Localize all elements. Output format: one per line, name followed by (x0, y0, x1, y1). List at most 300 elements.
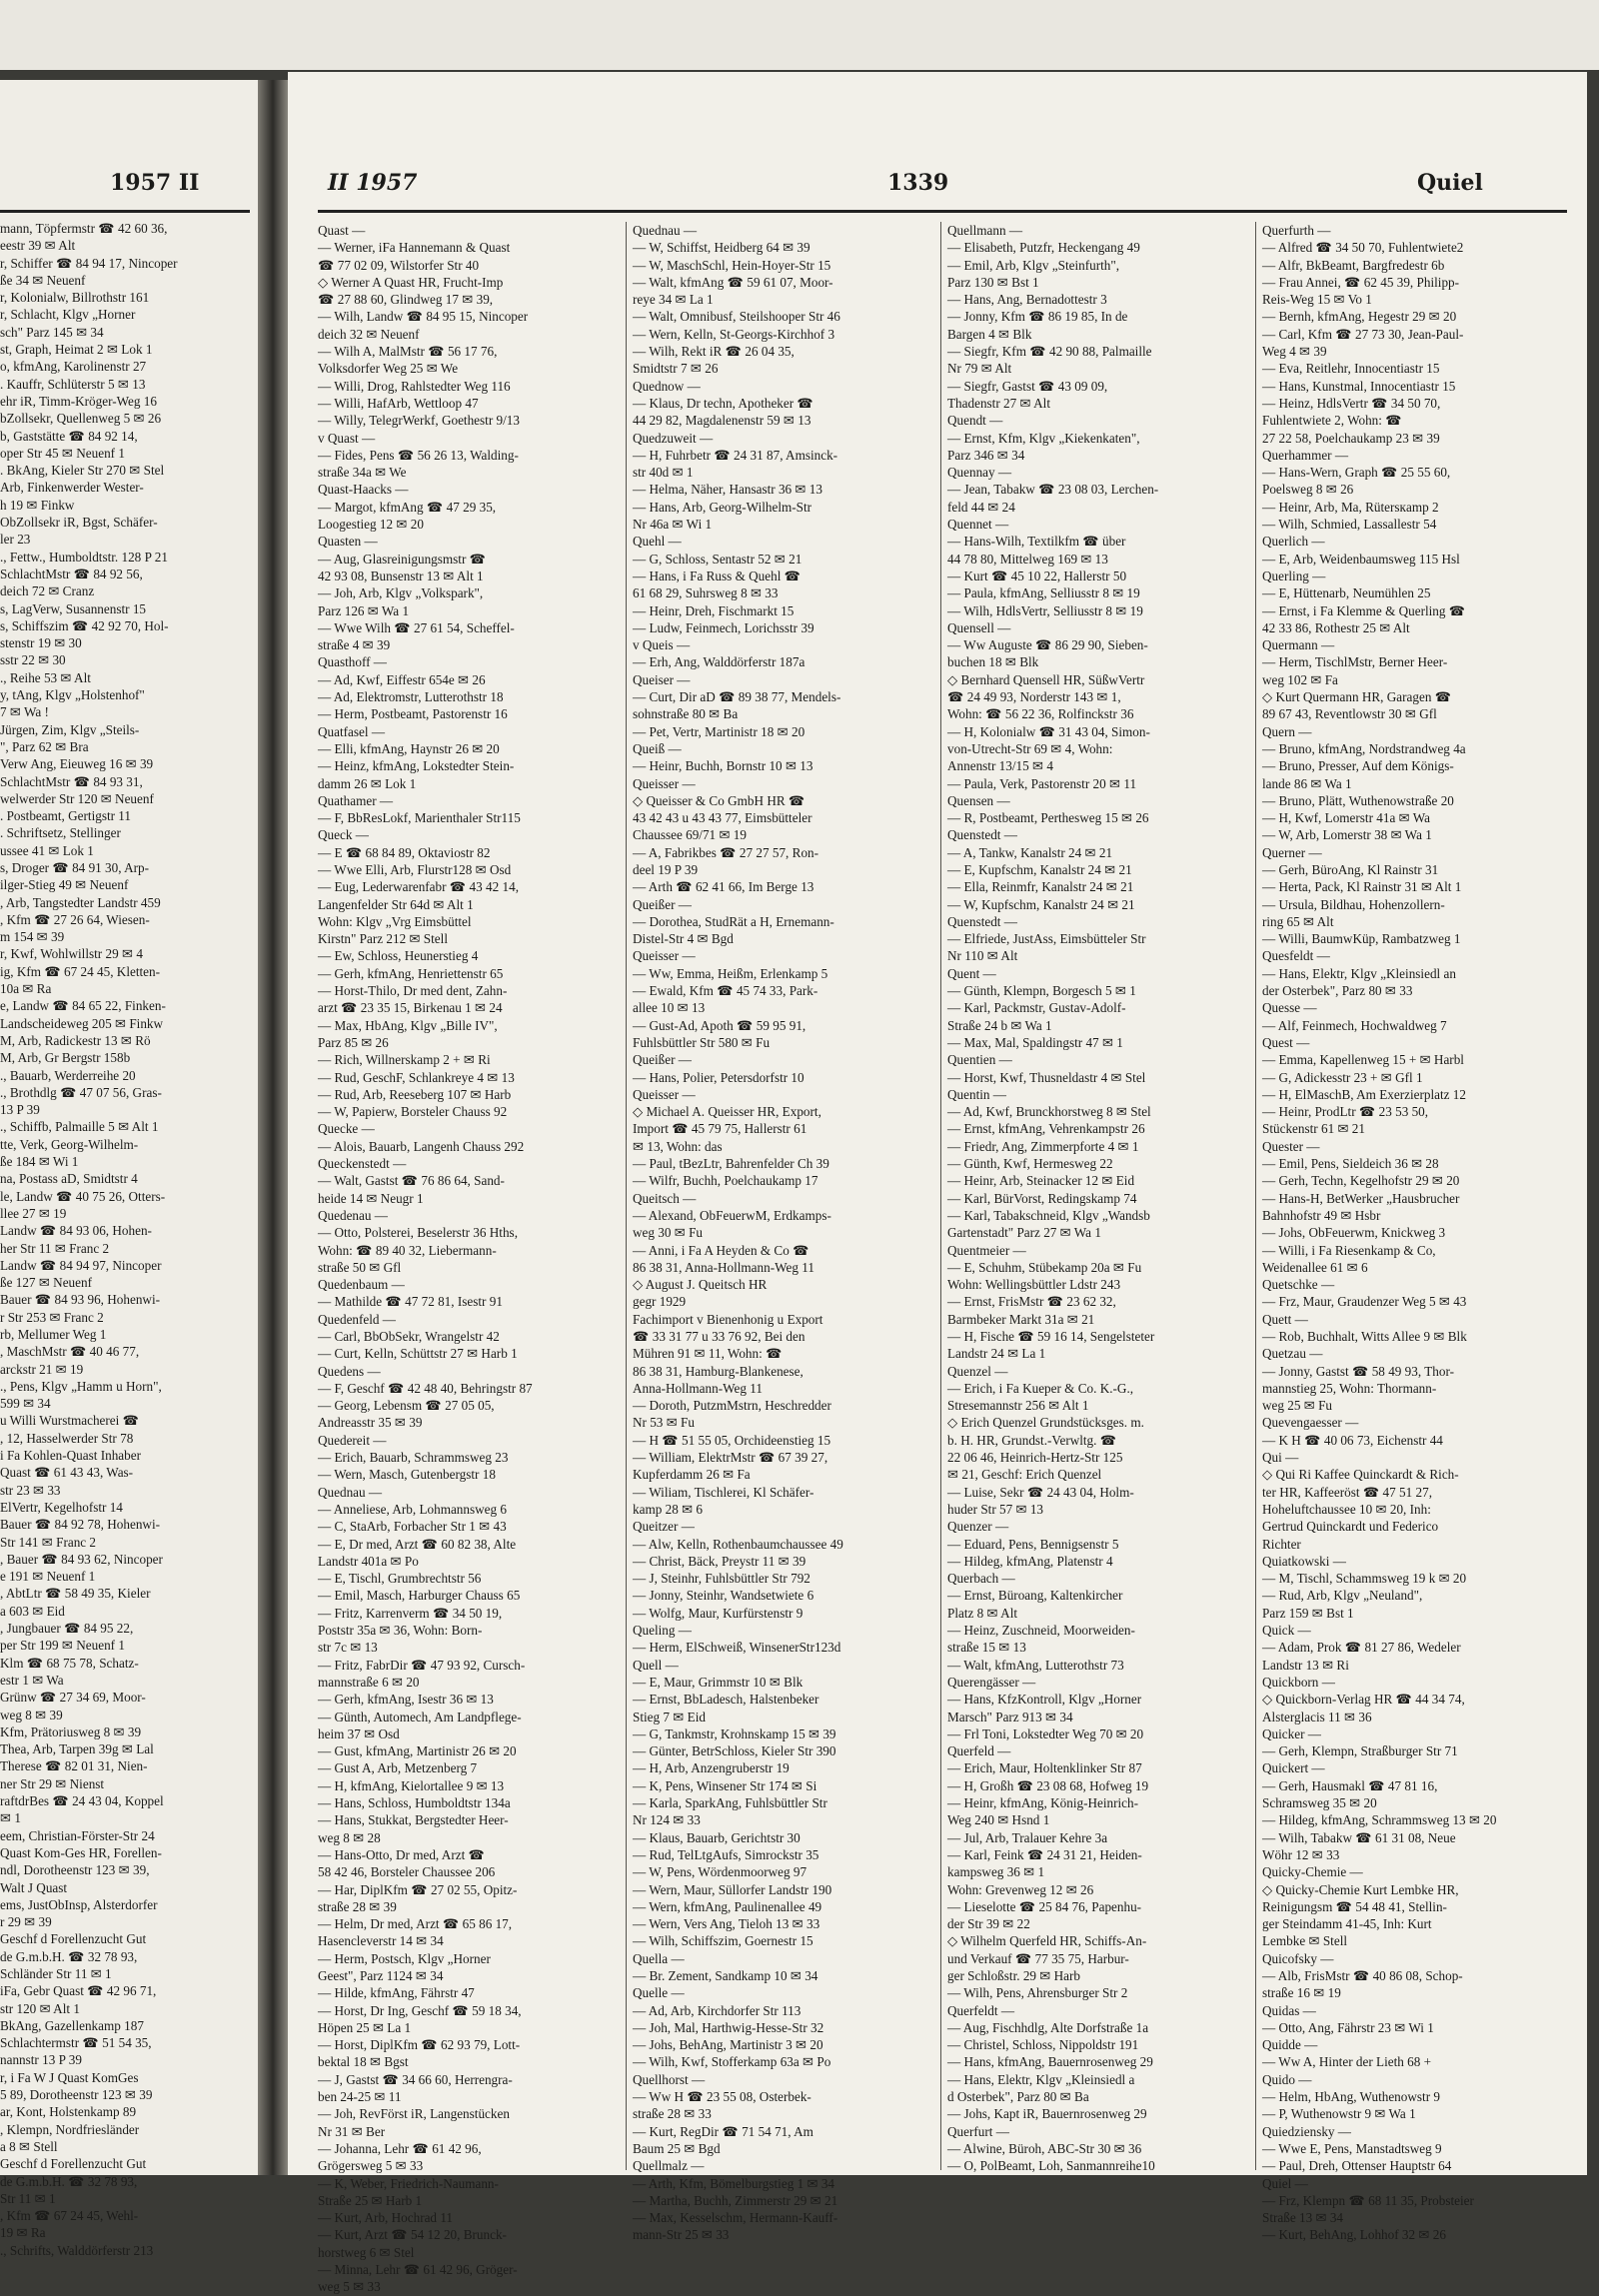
directory-entry-line: Queisser — (633, 948, 696, 964)
left-entry-line: llee 27 ✉ 19 (0, 1205, 67, 1221)
left-entry-line: o, kfmAng, Karolinenstr 27 (0, 359, 147, 375)
directory-entry-line: Querfurth — (1262, 223, 1331, 238)
directory-entry-line: — Hans, Schloss, Humboldtstr 134a (318, 1795, 511, 1811)
directory-entry-line: Quensen — (947, 792, 1010, 808)
scan-background (0, 0, 1599, 70)
left-entry-line: s, Schiffszim ☎ 42 92 70, Hol- (0, 617, 169, 633)
directory-entry-line: Baum 25 ✉ Bgd (633, 2140, 721, 2156)
directory-entry-line: — Adam, Prok ☎ 81 27 86, Wedeler (1262, 1640, 1461, 1656)
directory-entry-line: Nr 31 ✉ Ber (318, 2123, 386, 2139)
directory-entry-line: Quetschke — (1262, 1277, 1335, 1293)
directory-entry-line: — Erich, Bauarb, Schrammsweg 23 (318, 1450, 509, 1466)
left-page (0, 80, 260, 2258)
directory-entry-line: 22 06 46, Heinrich-Hertz-Str 125 (947, 1450, 1123, 1466)
left-entry-line: m 154 ✉ 39 (0, 929, 65, 945)
directory-entry-line: — Frz, Klempn ☎ 68 11 35, Probsteier (1262, 2192, 1474, 2208)
directory-entry-line: — Hans, Arb, Georg-Wilhelm-Str (633, 499, 812, 515)
directory-entry-line: Querfurt — (947, 2123, 1009, 2139)
directory-entry-line: Distel-Str 4 ✉ Bgd (633, 931, 734, 947)
directory-entry-line: Queißer — (633, 1052, 692, 1068)
directory-entry-line: 44 78 80, Mittelweg 169 ✉ 13 (947, 551, 1108, 567)
directory-entry-line: ger Schloßstr. 29 ✉ Harb (947, 1967, 1081, 1983)
directory-entry-line: ring 65 ✉ Alt (1262, 913, 1334, 929)
directory-entry-line: — Ernst, FrisMstr ☎ 23 62 32, (947, 1294, 1116, 1310)
directory-entry-line: — Alb, FrisMstr ☎ 40 86 08, Schop- (1262, 1967, 1463, 1983)
left-entry-line: Schländer Str 11 ✉ 1 (0, 1965, 112, 1981)
directory-entry-line: Smidtstr 7 ✉ 26 (633, 361, 719, 377)
directory-entry-line: Quelle — (633, 1985, 685, 2001)
directory-entry-line: — E, Schuhm, Stübekamp 20a ✉ Fu (947, 1259, 1142, 1275)
directory-entry-line: — H, Fuhrbetr ☎ 24 31 87, Amsinck- (633, 447, 838, 463)
directory-entry-line: — Rob, Buchhalt, Witts Allee 9 ✉ Blk (1262, 1329, 1467, 1344)
directory-entry-line: Quellhorst — (633, 2071, 706, 2087)
left-entry-line: r, Kwf, Wohlwillstr 29 ✉ 4 (0, 946, 143, 962)
directory-entry-line: ☎ 27 88 60, Glindweg 17 ✉ 39, (318, 292, 494, 308)
directory-entry-line: — Klaus, Bauarb, Gerichtstr 30 (633, 1829, 800, 1845)
left-entry-line: r, i Fa W J Quast KomGes (0, 2069, 139, 2085)
directory-entry-line: — Emil, Arb, Klgv „Steinfurth", (947, 257, 1120, 273)
directory-entry-line: Reis-Weg 15 ✉ Vo 1 (1262, 292, 1372, 308)
directory-entry-line: — Curt, Kelln, Schüttstr 27 ✉ Harb 1 (318, 1346, 518, 1362)
directory-entry-line: — Elli, kfmAng, Haynstr 26 ✉ 20 (318, 740, 500, 756)
directory-column-3 (947, 222, 1247, 2174)
page-header (288, 170, 1587, 210)
directory-entry-line: — Joh, RevFörst iR, Langenstücken (318, 2106, 510, 2122)
directory-entry-line: Chaussee 69/71 ✉ 19 (633, 827, 747, 843)
directory-entry-line: Queisser — (633, 775, 696, 791)
directory-entry-line: — Heinz, Zuschneid, Moorweiden- (947, 1623, 1135, 1639)
directory-entry-line: — Wern, Masch, Gutenbergstr 18 (318, 1467, 496, 1483)
directory-entry-line: — R, Postbeamt, Perthesweg 15 ✉ 26 (947, 810, 1149, 826)
directory-entry-line: Quicky-Chemie — (1262, 1864, 1363, 1880)
directory-entry-line: Richter (1262, 1536, 1301, 1552)
directory-entry-line: — Karl, Feink ☎ 24 31 21, Heiden- (947, 1846, 1142, 1862)
directory-entry-line: Quicker — (1262, 1725, 1321, 1741)
directory-entry-line: str 40d ✉ 1 (633, 465, 694, 481)
directory-entry-line: — Hilde, kfmAng, Fährstr 47 (318, 1985, 475, 2001)
directory-entry-line: 86 38 31, Hamburg-Blankenese, (633, 1363, 803, 1379)
directory-columns (318, 222, 1567, 2295)
left-entry-line: 10a ✉ Ra (0, 981, 52, 997)
directory-entry-line: — Werner, iFa Hannemann & Quast (318, 240, 511, 256)
directory-entry-line: — Herm, ElSchweiß, WinsenerStr123d (633, 1640, 841, 1656)
directory-entry-line: — Johs, ObFeuerwm, Knickweg 3 (1262, 1225, 1446, 1241)
directory-entry-line: — Wilh, Landw ☎ 84 95 15, Nincoper (318, 309, 529, 325)
directory-entry-line: — Fritz, Karrenverm ☎ 34 50 19, (318, 1605, 503, 1621)
left-entry-line: str 120 ✉ Alt 1 (0, 2000, 80, 2016)
directory-entry-line: Quasten — (318, 534, 378, 550)
left-entry-line: 7 ✉ Wa ! (0, 704, 49, 720)
left-entry-line: M, Arb, Radickestr 13 ✉ Rö (0, 1032, 151, 1048)
header-rule (318, 210, 1567, 213)
left-entry-line: . BkAng, Kieler Str 270 ✉ Stel (0, 463, 165, 479)
directory-entry-line: Quenstedt — (947, 913, 1017, 929)
directory-entry-line: — Fritz, FabrDir ☎ 47 93 92, Cursch- (318, 1657, 526, 1673)
directory-entry-line: weg 25 ✉ Fu (1262, 1398, 1333, 1414)
directory-entry-line: ◇ Werner A Quast HR, Frucht-Imp (318, 274, 504, 290)
directory-entry-line: weg 102 ✉ Fa (1262, 671, 1338, 687)
directory-entry-line: 42 33 86, Rothestr 25 ✉ Alt (1262, 619, 1410, 635)
directory-entry-line: straße 16 ✉ 19 (1262, 1985, 1341, 2001)
directory-entry-line: 42 93 08, Bunsenstr 13 ✉ Alt 1 (318, 568, 484, 583)
left-entry-line: oper Str 45 ✉ Neuenf 1 (0, 445, 125, 461)
directory-entry-line: — Ad, Kwf, Brunckhorstweg 8 ✉ Stel (947, 1104, 1151, 1120)
directory-entry-line: Queißer — (633, 896, 692, 912)
directory-entry-line: Querfeldt — (947, 2002, 1015, 2018)
directory-entry-line: Quathamer — (318, 792, 394, 808)
directory-entry-line: Marsch" Parz 913 ✉ 34 (947, 1709, 1073, 1724)
left-entry-line: ems, JustObInsp, Alsterdorfer (0, 1896, 158, 1912)
directory-entry-line: — Ernst, kfmAng, Vehrenkampstr 26 (947, 1121, 1145, 1137)
directory-entry-line: Quern — (1262, 723, 1312, 739)
directory-entry-line: ◇ Queisser & Co GmbH HR ☎ (633, 792, 805, 808)
directory-entry-line: — Heinr, Arb, Ma, Rütersкamp 2 (1262, 499, 1439, 515)
directory-entry-line: Mühren 91 ✉ 11, Wohn: ☎ (633, 1346, 783, 1362)
directory-entry-line: ◇ Michael A. Queisser HR, Export, (633, 1104, 821, 1120)
directory-entry-line: Straße 24 b ✉ Wa 1 (947, 1017, 1052, 1033)
directory-entry-line: — Fides, Pens ☎ 56 26 13, Walding- (318, 447, 519, 463)
left-entry-line: welwerder Str 120 ✉ Neuenf (0, 790, 154, 806)
directory-entry-line: — Alw, Kelln, Rothenbaumchaussee 49 (633, 1536, 843, 1552)
directory-entry-line: Quidde — (1262, 2037, 1318, 2053)
directory-entry-line: — Rich, Willnerskamp 2 + ✉ Ri (318, 1052, 491, 1068)
directory-entry-line: weg 8 ✉ 28 (318, 1829, 381, 1845)
directory-entry-line: Barmbeker Markt 31a ✉ 21 (947, 1311, 1095, 1327)
directory-entry-line: — Alwine, Büroh, ABC-Str 30 ✉ 36 (947, 2140, 1142, 2156)
directory-entry-line: ger Steindamm 41-45, Inh: Kurt (1262, 1916, 1432, 1932)
directory-entry-line: Hasencleverstr 14 ✉ 34 (318, 1933, 444, 1949)
left-entry-line: M, Arb, Gr Bergstr 158b (0, 1050, 131, 1066)
directory-entry-line: — Paula, Verk, Pastorenstr 20 ✉ 11 (947, 775, 1137, 791)
directory-entry-line: — Anni, i Fa A Heyden & Co ☎ (633, 1242, 809, 1258)
directory-entry-line: Annenstr 13/15 ✉ 4 (947, 758, 1053, 774)
directory-entry-line: — Hans, Elektr, Klgv „Kleinsiedl an (1262, 965, 1456, 981)
directory-entry-line: — Heinr, Arb, Steinacker 12 ✉ Eid (947, 1173, 1135, 1189)
directory-entry-line: 61 68 29, Suhrsweg 8 ✉ 33 (633, 585, 779, 601)
directory-entry-line: — M, Tischl, Schammsweg 19 k ✉ 20 (1262, 1571, 1467, 1587)
directory-entry-line: — Siegfr, Kfm ☎ 42 90 88, Palmaille (947, 344, 1152, 360)
directory-entry-line: — J, Steinhr, Fuhlsbüttler Str 792 (633, 1571, 810, 1587)
directory-entry-line: Langenfelder Str 64d ✉ Alt 1 (318, 896, 474, 912)
directory-entry-line: Landstr 401a ✉ Po (318, 1553, 419, 1569)
directory-entry-line: ◇ Wilhelm Querfeld HR, Schiffs-An- (947, 1933, 1147, 1949)
directory-entry-line: ☎ 77 02 09, Wilstorfer Str 40 (318, 257, 480, 273)
directory-entry-line: kampsweg 36 ✉ 1 (947, 1864, 1045, 1880)
directory-entry-line: Straße 25 ✉ Harb 1 (318, 2192, 423, 2208)
directory-entry-line: — Helma, Näher, Hansastr 36 ✉ 13 (633, 482, 822, 498)
directory-entry-line: — K, Pens, Winsener Str 174 ✉ Si (633, 1777, 817, 1793)
left-entry-line: Therese ☎ 82 01 31, Nien- (0, 1758, 148, 1774)
directory-entry-line: — Wern, Kelln, St-Georgs-Kirchhof 3 (633, 326, 835, 342)
directory-entry-line: Nr 110 ✉ Alt (947, 948, 1018, 964)
directory-entry-line: — Willi, BaumwKüp, Rambatzweg 1 (1262, 931, 1461, 947)
directory-entry-line: — Hans, i Fa Russ & Quehl ☎ (633, 568, 801, 583)
directory-entry-line: feld 44 ✉ 24 (947, 499, 1015, 515)
directory-entry-line: deich 32 ✉ Neuenf (318, 326, 420, 342)
directory-entry-line: v Queis — (633, 637, 691, 653)
directory-entry-line: Quetzau — (1262, 1346, 1323, 1362)
directory-entry-line: — H, Fische ☎ 59 16 14, Sengelsteter (947, 1329, 1155, 1344)
directory-entry-line: bektal 18 ✉ Bgst (318, 2054, 409, 2070)
directory-entry-line: Loogestieg 12 ✉ 20 (318, 517, 424, 533)
directory-entry-line: Parz 159 ✉ Bst 1 (1262, 1605, 1354, 1621)
directory-entry-line: straße 15 ✉ 13 (947, 1640, 1026, 1656)
directory-entry-line: — C, StaArb, Forbacher Str 1 ✉ 43 (318, 1519, 507, 1535)
directory-entry-line: — Doroth, PutzmMstrn, Heschredder (633, 1398, 831, 1414)
directory-entry-line: — H ☎ 51 55 05, Orchideenstieg 15 (633, 1432, 831, 1448)
left-entry-line: u Willi Wurstmacherei ☎ (0, 1413, 140, 1429)
left-entry-line: , 12, Hasselwerder Str 78 (0, 1430, 134, 1446)
left-entry-line: a 603 ✉ Eid (0, 1603, 65, 1619)
directory-entry-line: — Ernst, i Fa Klemme & Querling ☎ (1262, 602, 1466, 618)
directory-entry-line: 89 67 43, Reventlowstr 30 ✉ Gfl (1262, 706, 1437, 722)
directory-entry-line: — Karl, BürVorst, Redingskamp 74 (947, 1190, 1137, 1206)
left-entry-line: 19 ✉ Ra (0, 2225, 46, 2241)
left-entry-line: ", Parz 62 ✉ Bra (0, 738, 89, 754)
directory-entry-line: — Ww Auguste ☎ 86 29 90, Sieben- (947, 637, 1148, 653)
directory-entry-line: Querhammer — (1262, 447, 1349, 463)
directory-entry-line: Quehl — (633, 534, 682, 550)
directory-entry-line: Stresemannstr 256 ✉ Alt 1 (947, 1398, 1089, 1414)
directory-entry-line: — Wilh, Pens, Ahrensburger Str 2 (947, 1985, 1128, 2001)
directory-entry-line: Wöhr 12 ✉ 33 (1262, 1846, 1340, 1862)
directory-entry-line: Bahnhofstr 49 ✉ Hsbr (1262, 1207, 1381, 1223)
directory-entry-line: — Jean, Tabakw ☎ 23 08 03, Lerchen- (947, 482, 1159, 498)
directory-entry-line: ◇ Quickborn-Verlag HR ☎ 44 34 74, (1262, 1692, 1465, 1708)
directory-entry-line: — Lieselotte ☎ 25 84 76, Papenhu- (947, 1898, 1142, 1914)
directory-entry-line: — Wilh, HdlsVertr, Selliusstr 8 ✉ 19 (947, 602, 1143, 618)
directory-entry-line: — A, Fabrikbes ☎ 27 27 57, Ron- (633, 844, 819, 860)
directory-entry-line: — Gust-Ad, Apoth ☎ 59 95 91, (633, 1017, 806, 1033)
directory-entry-line: 86 38 31, Anna-Hollmann-Weg 11 (633, 1259, 814, 1275)
directory-entry-line: mann-Str 25 ✉ 33 (633, 2227, 730, 2243)
directory-entry-line: — Rud, Arb, Klgv „Neuland", (1262, 1588, 1423, 1604)
directory-entry-line: Quednau — (318, 1484, 383, 1500)
directory-entry-line: — Wiliam, Tischlerei, Kl Schäfer- (633, 1484, 814, 1500)
directory-entry-line: — H, kfmAng, Kielortallee 9 ✉ 13 (318, 1777, 505, 1793)
directory-entry-line: — Hans, KfzKontroll, Klgv „Horner (947, 1692, 1142, 1708)
directory-entry-line: — Curt, Dir aD ☎ 89 38 77, Mendels- (633, 689, 841, 705)
directory-entry-line: — E, Hüttenarb, Neumühlen 25 (1262, 585, 1431, 601)
left-entry-line: e 191 ✉ Neuenf 1 (0, 1569, 96, 1585)
left-entry-line: 13 P 39 (0, 1102, 40, 1118)
directory-entry-line: — Gerh, Hausmakl ☎ 47 81 16, (1262, 1777, 1438, 1793)
directory-entry-line: — Rud, Arb, Reeseberg 107 ✉ Harb (318, 1086, 512, 1102)
directory-entry-line: Quedenbaum — (318, 1277, 405, 1293)
directory-entry-line: — Gust A, Arb, Metzenberg 7 (318, 1760, 478, 1776)
directory-entry-line: — Ew, Schloss, Heunerstieg 4 (318, 948, 479, 964)
directory-entry-line: — Aug, Fischhdlg, Alte Dorfstraße 1a (947, 2019, 1149, 2035)
directory-entry-line: — Ernst, Kfm, Klgv „Kiekenkaten", (947, 430, 1140, 446)
directory-entry-line: — Wilh, Tabakw ☎ 61 31 08, Neue (1262, 1829, 1456, 1845)
directory-entry-line: — Arth ☎ 62 41 66, Im Berge 13 (633, 879, 814, 895)
directory-entry-line: — K H ☎ 40 06 73, Eichenstr 44 (1262, 1432, 1443, 1448)
left-entry-line: , Bauer ☎ 84 93 62, Nincoper (0, 1551, 163, 1567)
left-entry-line: eem, Christian-Förster-Str 24 (0, 1827, 155, 1843)
left-entry-line: arckstr 21 ✉ 19 (0, 1361, 84, 1377)
directory-entry-line: Reinigungsm ☎ 54 48 41, Stellin- (1262, 1898, 1447, 1914)
directory-entry-line: Quedenfeld — (318, 1311, 396, 1327)
directory-entry-line: — Günth, Kwf, Hermesweg 22 (947, 1156, 1113, 1172)
directory-entry-line: Quasthoff — (318, 654, 387, 670)
left-entry-line: Thea, Arb, Tarpen 39g ✉ Lal (0, 1741, 154, 1757)
left-entry-line: ., Brothdlg ☎ 47 07 56, Gras- (0, 1084, 162, 1100)
directory-entry-line: — Rud, GeschF, Schlankreye 4 ✉ 13 (318, 1069, 515, 1085)
directory-entry-line: — Johanna, Lehr ☎ 61 42 96, (318, 2140, 482, 2156)
directory-entry-line: Weg 4 ✉ 39 (1262, 344, 1327, 360)
directory-entry-line: Weg 240 ✉ Hsnd 1 (947, 1812, 1050, 1828)
left-entry-line: Landw ☎ 84 93 06, Hohen- (0, 1223, 152, 1239)
directory-entry-line: — W, Arb, Lomerstr 38 ✉ Wa 1 (1262, 827, 1432, 843)
directory-entry-line: heide 14 ✉ Neugr 1 (318, 1190, 424, 1206)
directory-entry-line: Fuhlsbüttler Str 580 ✉ Fu (633, 1034, 771, 1050)
directory-entry-line: — Kurt, Arzt ☎ 54 12 20, Brunck- (318, 2227, 507, 2243)
directory-entry-line: — Joh, Mal, Harthwig-Hesse-Str 32 (633, 2019, 824, 2035)
directory-entry-line: deel 19 P 39 (633, 861, 699, 877)
directory-entry-line: — Ad, Arb, Kirchdorfer Str 113 (633, 2002, 801, 2018)
directory-entry-line: — Willi, i Fa Riesenkamp & Co, (1262, 1242, 1436, 1258)
directory-entry-line: und Verkauf ☎ 77 35 75, Harbur- (947, 1950, 1129, 1966)
directory-entry-line: — G, Adickesstr 23 + ✉ Gfl 1 (1262, 1069, 1423, 1085)
directory-entry-line: — Carl, BbObSekr, Wrangelstr 42 (318, 1329, 500, 1344)
left-entry-line: Quast Kom-Ges HR, Forellen- (0, 1844, 162, 1860)
directory-entry-line: straße 28 ✉ 33 (633, 2106, 712, 2122)
directory-entry-line: Quednau — (633, 223, 698, 238)
directory-entry-line: — Hans, Elektr, Klgv „Kleinsiedl a (947, 2071, 1135, 2087)
directory-entry-line: Quenzel — (947, 1363, 1008, 1379)
left-entry-line: Str 11 ✉ 1 (0, 2190, 56, 2206)
directory-entry-line: 58 42 46, Borsteler Chaussee 206 (318, 1864, 496, 1880)
directory-entry-line: ◇ Kurt Quermann HR, Garagen ☎ (1262, 689, 1452, 705)
directory-entry-line: — Dorothea, StudRät a H, Ernemann- (633, 913, 834, 929)
directory-entry-line: Quiatkowski — (1262, 1553, 1346, 1569)
directory-entry-line: — Wilfr, Buchh, Poelchaukamp 17 (633, 1173, 818, 1189)
directory-entry-line: Nr 53 ✉ Fu (633, 1415, 695, 1431)
directory-entry-line: buchen 18 ✉ Blk (947, 654, 1039, 670)
left-entry-line: ler 23 (0, 532, 31, 548)
left-entry-line: ., Bauarb, Werderreihe 20 (0, 1067, 136, 1083)
left-entry-line: , Klempn, Nordfriesländer (0, 2121, 140, 2137)
directory-entry-line: — Gerh, Klempn, Straßburger Str 71 (1262, 1743, 1458, 1759)
directory-entry-line: — Wwe E, Pens, Manstadtsweg 9 (1262, 2140, 1442, 2156)
directory-entry-line: Wohn: ☎ 56 22 36, Rolfinckstr 36 (947, 706, 1134, 722)
directory-entry-line: — G, Schloss, Sentastr 52 ✉ 21 (633, 551, 802, 567)
directory-entry-line: — Heinr, kfmAng, König-Heinrich- (947, 1795, 1139, 1811)
directory-entry-line: Grögersweg 5 ✉ 33 (318, 2158, 424, 2174)
directory-entry-line: — Ww A, Hinter der Lieth 68 + (1262, 2054, 1432, 2070)
directory-entry-line: — Margot, kfmAng ☎ 47 29 35, (318, 499, 497, 515)
directory-entry-line: — Hans, Polier, Petersdorfstr 10 (633, 1069, 804, 1085)
directory-entry-line: Quickborn — (1262, 1674, 1335, 1690)
directory-entry-line: — Paul, Dreh, Ottenser Hauptstr 64 (1262, 2158, 1452, 2174)
left-entry-line: weg 8 ✉ 39 (0, 1707, 63, 1722)
directory-entry-line: Querlich — (1262, 534, 1325, 550)
directory-entry-line: Quent — (947, 965, 996, 981)
directory-entry-line: — Gerh, kfmAng, Henriettenstr 65 (318, 965, 504, 981)
directory-entry-line: — Wwe Wilh ☎ 27 61 54, Scheffel- (318, 619, 515, 635)
directory-entry-line: — Max, HbAng, Klgv „Bille IV", (318, 1017, 498, 1033)
directory-entry-line: — Ad, Elektromstr, Lutterothstr 18 (318, 689, 504, 705)
directory-entry-line: Quendt — (947, 413, 1003, 429)
left-entry-line: ., Schiffb, Palmaille 5 ✉ Alt 1 (0, 1119, 159, 1135)
left-entry-line: r 29 ✉ 39 (0, 1914, 52, 1930)
page-volume-label: II 1957 (328, 170, 418, 196)
directory-entry-line: Quellmann — (947, 223, 1023, 238)
left-entry-line: ße 184 ✉ Wi 1 (0, 1154, 79, 1170)
directory-entry-line: — E, Maur, Grimmstr 10 ✉ Blk (633, 1674, 803, 1690)
directory-entry-line: — Ewald, Kfm ☎ 45 74 33, Park- (633, 983, 818, 999)
directory-entry-line: d Osterbek", Parz 80 ✉ Ba (947, 2089, 1089, 2105)
directory-entry-line: — F, BbResLokf, Marienthaler Str115 (318, 810, 521, 826)
directory-entry-line: Quiel — (1262, 2175, 1308, 2191)
left-entry-line: s, Droger ☎ 84 91 30, Arp- (0, 859, 150, 875)
directory-entry-line: lande 86 ✉ Wa 1 (1262, 775, 1352, 791)
directory-entry-line: ✉ 13, Wohn: das (633, 1138, 723, 1154)
directory-entry-line: — Karla, SparkAng, Fuhlsbüttler Str (633, 1795, 827, 1811)
left-entry-line: ✉ 1 (0, 1810, 21, 1826)
directory-entry-line: — H, Kwf, Lomerstr 41a ✉ Wa (1262, 810, 1430, 826)
left-entry-line: Walt J Quast (0, 1879, 68, 1895)
directory-entry-line: Quenzer — (947, 1519, 1009, 1535)
directory-entry-line: — Frl Toni, Lokstedter Weg 70 ✉ 20 (947, 1725, 1144, 1741)
directory-entry-line: ◇ Erich Quenzel Grundstücksges. m. (947, 1415, 1144, 1431)
directory-entry-line: sohnstraße 80 ✉ Ba (633, 706, 739, 722)
directory-entry-line: — Max, Kesselschm, Hermann-Kauff- (633, 2210, 838, 2226)
left-entry-line: tte, Verk, Georg-Wilhelm- (0, 1136, 139, 1152)
directory-entry-line: — Heinr, ProdLtr ☎ 23 53 50, (1262, 1104, 1429, 1120)
left-entry-line: deich 72 ✉ Cranz (0, 583, 95, 599)
directory-entry-line: Lembke ✉ Stell (1262, 1933, 1348, 1949)
left-entry-line: de G.m.b.H. ☎ 32 78 93, (0, 2173, 138, 2189)
directory-entry-line: Gertrud Quinckardt und Federico (1262, 1519, 1439, 1535)
directory-entry-line: Parz 126 ✉ Wa 1 (318, 602, 410, 618)
directory-entry-line: — Jonny, Gastst ☎ 58 49 93, Thor- (1262, 1363, 1454, 1379)
directory-entry-line: ◇ August J. Queitsch HR (633, 1277, 768, 1293)
directory-entry-line: — P, Wuthenowstr 9 ✉ Wa 1 (1262, 2106, 1416, 2122)
directory-entry-line: — William, ElektrMstr ☎ 67 39 27, (633, 1450, 828, 1466)
directory-entry-line: — E, Tischl, Grumbrechtstr 56 (318, 1571, 482, 1587)
directory-entry-line: Poststr 35a ✉ 36, Wohn: Born- (318, 1623, 483, 1639)
directory-entry-line: Parz 346 ✉ 34 (947, 447, 1025, 463)
directory-entry-line: — Karl, Tabakschneid, Klgv „Wandsb (947, 1207, 1150, 1223)
directory-entry-line: b. H. HR, Grundst.-Verwltg. ☎ (947, 1432, 1117, 1448)
directory-entry-line: Quett — (1262, 1311, 1308, 1327)
directory-entry-line: Kupferdamm 26 ✉ Fa (633, 1467, 751, 1483)
left-entry-line: Kfm, Prätoriusweg 8 ✉ 39 (0, 1723, 142, 1739)
directory-entry-line: der Str 39 ✉ 22 (947, 1916, 1030, 1932)
column-divider (940, 222, 941, 2170)
left-entry-line: mann, Töpfermstr ☎ 42 60 36, (0, 221, 168, 236)
directory-entry-line: Queiß — (633, 740, 682, 756)
directory-entry-line: Platz 8 ✉ Alt (947, 1605, 1018, 1621)
left-entry-line: ObZollsekr iR, Bgst, Schäfer- (0, 515, 158, 531)
directory-entry-line: straße 28 ✉ 39 (318, 1898, 397, 1914)
directory-entry-line: — W, MaschSchl, Hein-Hoyer-Str 15 (633, 257, 831, 273)
directory-entry-line: Quermann — (1262, 637, 1335, 653)
directory-entry-line: Hoheluftchaussee 10 ✉ 20, Inh: (1262, 1501, 1431, 1517)
left-entry-line: estr 1 ✉ Wa (0, 1672, 64, 1688)
directory-entry-line: — Emma, Kapellenweg 15 + ✉ Harbl (1262, 1052, 1464, 1068)
directory-entry-line: Poelsweg 8 ✉ 26 (1262, 482, 1354, 498)
directory-entry-line: 43 42 43 u 43 43 77, Eimsbütteler (633, 810, 812, 826)
directory-entry-line: — Christel, Schloss, Nippoldstr 191 (947, 2037, 1139, 2053)
directory-entry-line: Quiedziensky — (1262, 2123, 1351, 2139)
directory-entry-line: — W, Kupfschm, Kanalstr 24 ✉ 21 (947, 896, 1135, 912)
left-entry-line: Jürgen, Zim, Klgv „Steils- (0, 721, 140, 737)
directory-entry-line: ◇ Quicky-Chemie Kurt Lembke HR, (1262, 1881, 1459, 1897)
directory-entry-line: Quenstedt — (947, 827, 1017, 843)
left-page-column (0, 220, 250, 2259)
